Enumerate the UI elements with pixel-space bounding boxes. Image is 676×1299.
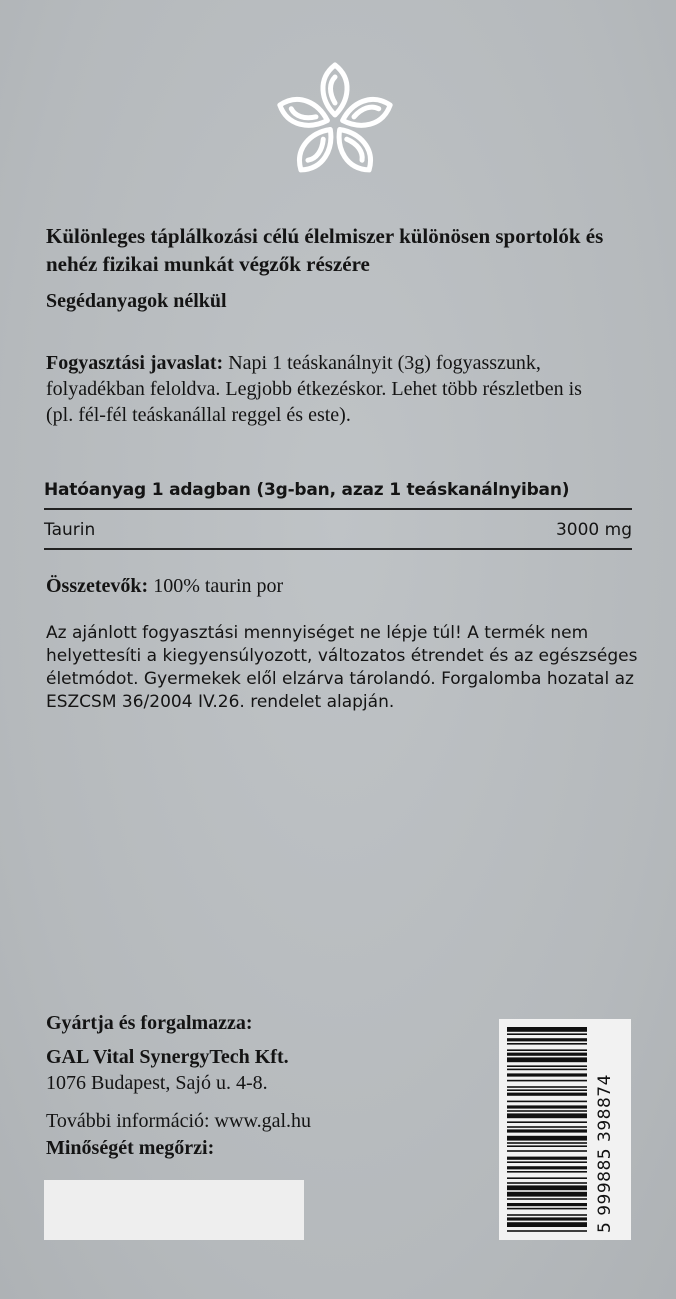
barcode-bar	[507, 1033, 587, 1035]
barcode-bar	[507, 1086, 587, 1088]
usage-label: Fogyasztási javaslat:	[46, 352, 224, 374]
barcode-bar	[507, 1027, 587, 1032]
barcode-bar	[507, 1105, 587, 1108]
barcode-bar	[507, 1171, 587, 1173]
barcode-bar	[507, 1038, 587, 1041]
barcode-number: 5 999885 398874	[595, 1074, 615, 1233]
nutrition-table-header: Hatóanyag 1 adagban (3g-ban, azaz 1 teáskanálnyiban)	[44, 480, 632, 510]
barcode-bar	[507, 1182, 587, 1184]
usage-text: Napi 1 teáskanálnyit (3g) fogyasszunk, folyadékban feloldva. Legjobb étkezéskor. Lehet több részletben is (pl. fél-fél teáskanállal reggel és este).	[46, 352, 582, 426]
barcode-bar	[507, 1161, 587, 1163]
barcode-bar	[507, 1230, 587, 1232]
usage-recommendation	[46, 350, 606, 428]
barcode-bar	[507, 1222, 587, 1227]
barcode-bar	[507, 1214, 587, 1216]
barcode-bar	[507, 1208, 587, 1210]
flower-logo-icon	[270, 58, 400, 188]
manufacturer-address: 1076 Budapest, Sajó u. 4-8.	[46, 1072, 268, 1094]
barcode-bar	[507, 1142, 587, 1144]
barcode-bar	[507, 1166, 587, 1169]
barcode-bar	[507, 1101, 587, 1103]
barcode-bar	[507, 1043, 587, 1045]
barcode-bar	[507, 1069, 587, 1071]
barcode-bar	[507, 1089, 587, 1091]
barcode-bar	[507, 1113, 587, 1118]
barcode-bar	[507, 1049, 587, 1051]
more-info: További információ: www.gal.hu	[46, 1110, 312, 1132]
manufacturer-company: GAL Vital SynergyTech Kft.	[46, 1046, 289, 1068]
barcode-bar	[507, 1185, 587, 1190]
barcode-bar	[507, 1136, 587, 1141]
barcode-bar	[507, 1198, 587, 1200]
barcode-bar	[507, 1192, 587, 1197]
barcode-bar	[507, 1065, 587, 1067]
barcode-bar	[507, 1203, 587, 1206]
barcode-bar	[507, 1177, 587, 1179]
barcode-bar	[507, 1080, 587, 1082]
ingredients-text: 100% taurin por	[148, 575, 284, 597]
manufacturer-label: Gyártja és forgalmazza:	[46, 1012, 253, 1034]
table-row	[44, 510, 632, 550]
barcode-bar	[507, 1126, 587, 1128]
warning-text: Az ajánlott fogyasztási mennyiséget ne lépje túl! A termék nem helyettesíti a kiegyensúlyozott, változatos étrendet és az egészséges életmódot. Gyermekek elől elzárva tárolandó. Forgalomba hozatal az ESZCSM 36/2004 IV.26. rendelet alapján.	[46, 623, 638, 712]
ingredients	[46, 575, 283, 598]
barcode-bar	[507, 1129, 587, 1132]
best-before-date-box	[44, 1180, 304, 1240]
barcode-bar	[507, 1053, 587, 1056]
ingredients-label: Összetevők:	[46, 575, 149, 597]
barcode	[499, 1019, 631, 1240]
barcode-bar	[507, 1110, 587, 1112]
barcode-bar	[507, 1157, 587, 1160]
nutrition-table	[44, 480, 632, 550]
barcode-bar	[507, 1217, 587, 1220]
barcode-bar	[507, 1073, 587, 1076]
product-headline: Különleges táplálkozási célú élelmiszer különösen sportolók és nehéz fizikai munkát végzők részére	[46, 224, 604, 276]
best-before-label: Minőségét megőrzi:	[46, 1137, 215, 1159]
barcode-bar	[507, 1121, 587, 1123]
product-subheadline: Segédanyagok nélkül	[46, 290, 227, 312]
barcode-bar	[507, 1150, 587, 1152]
barcode-bar	[507, 1093, 587, 1096]
barcode-bar	[507, 1145, 587, 1147]
ingredient-amount: 3000 mg	[555, 520, 632, 540]
ingredient-name: Taurin	[44, 520, 96, 540]
barcode-bar	[507, 1057, 587, 1062]
